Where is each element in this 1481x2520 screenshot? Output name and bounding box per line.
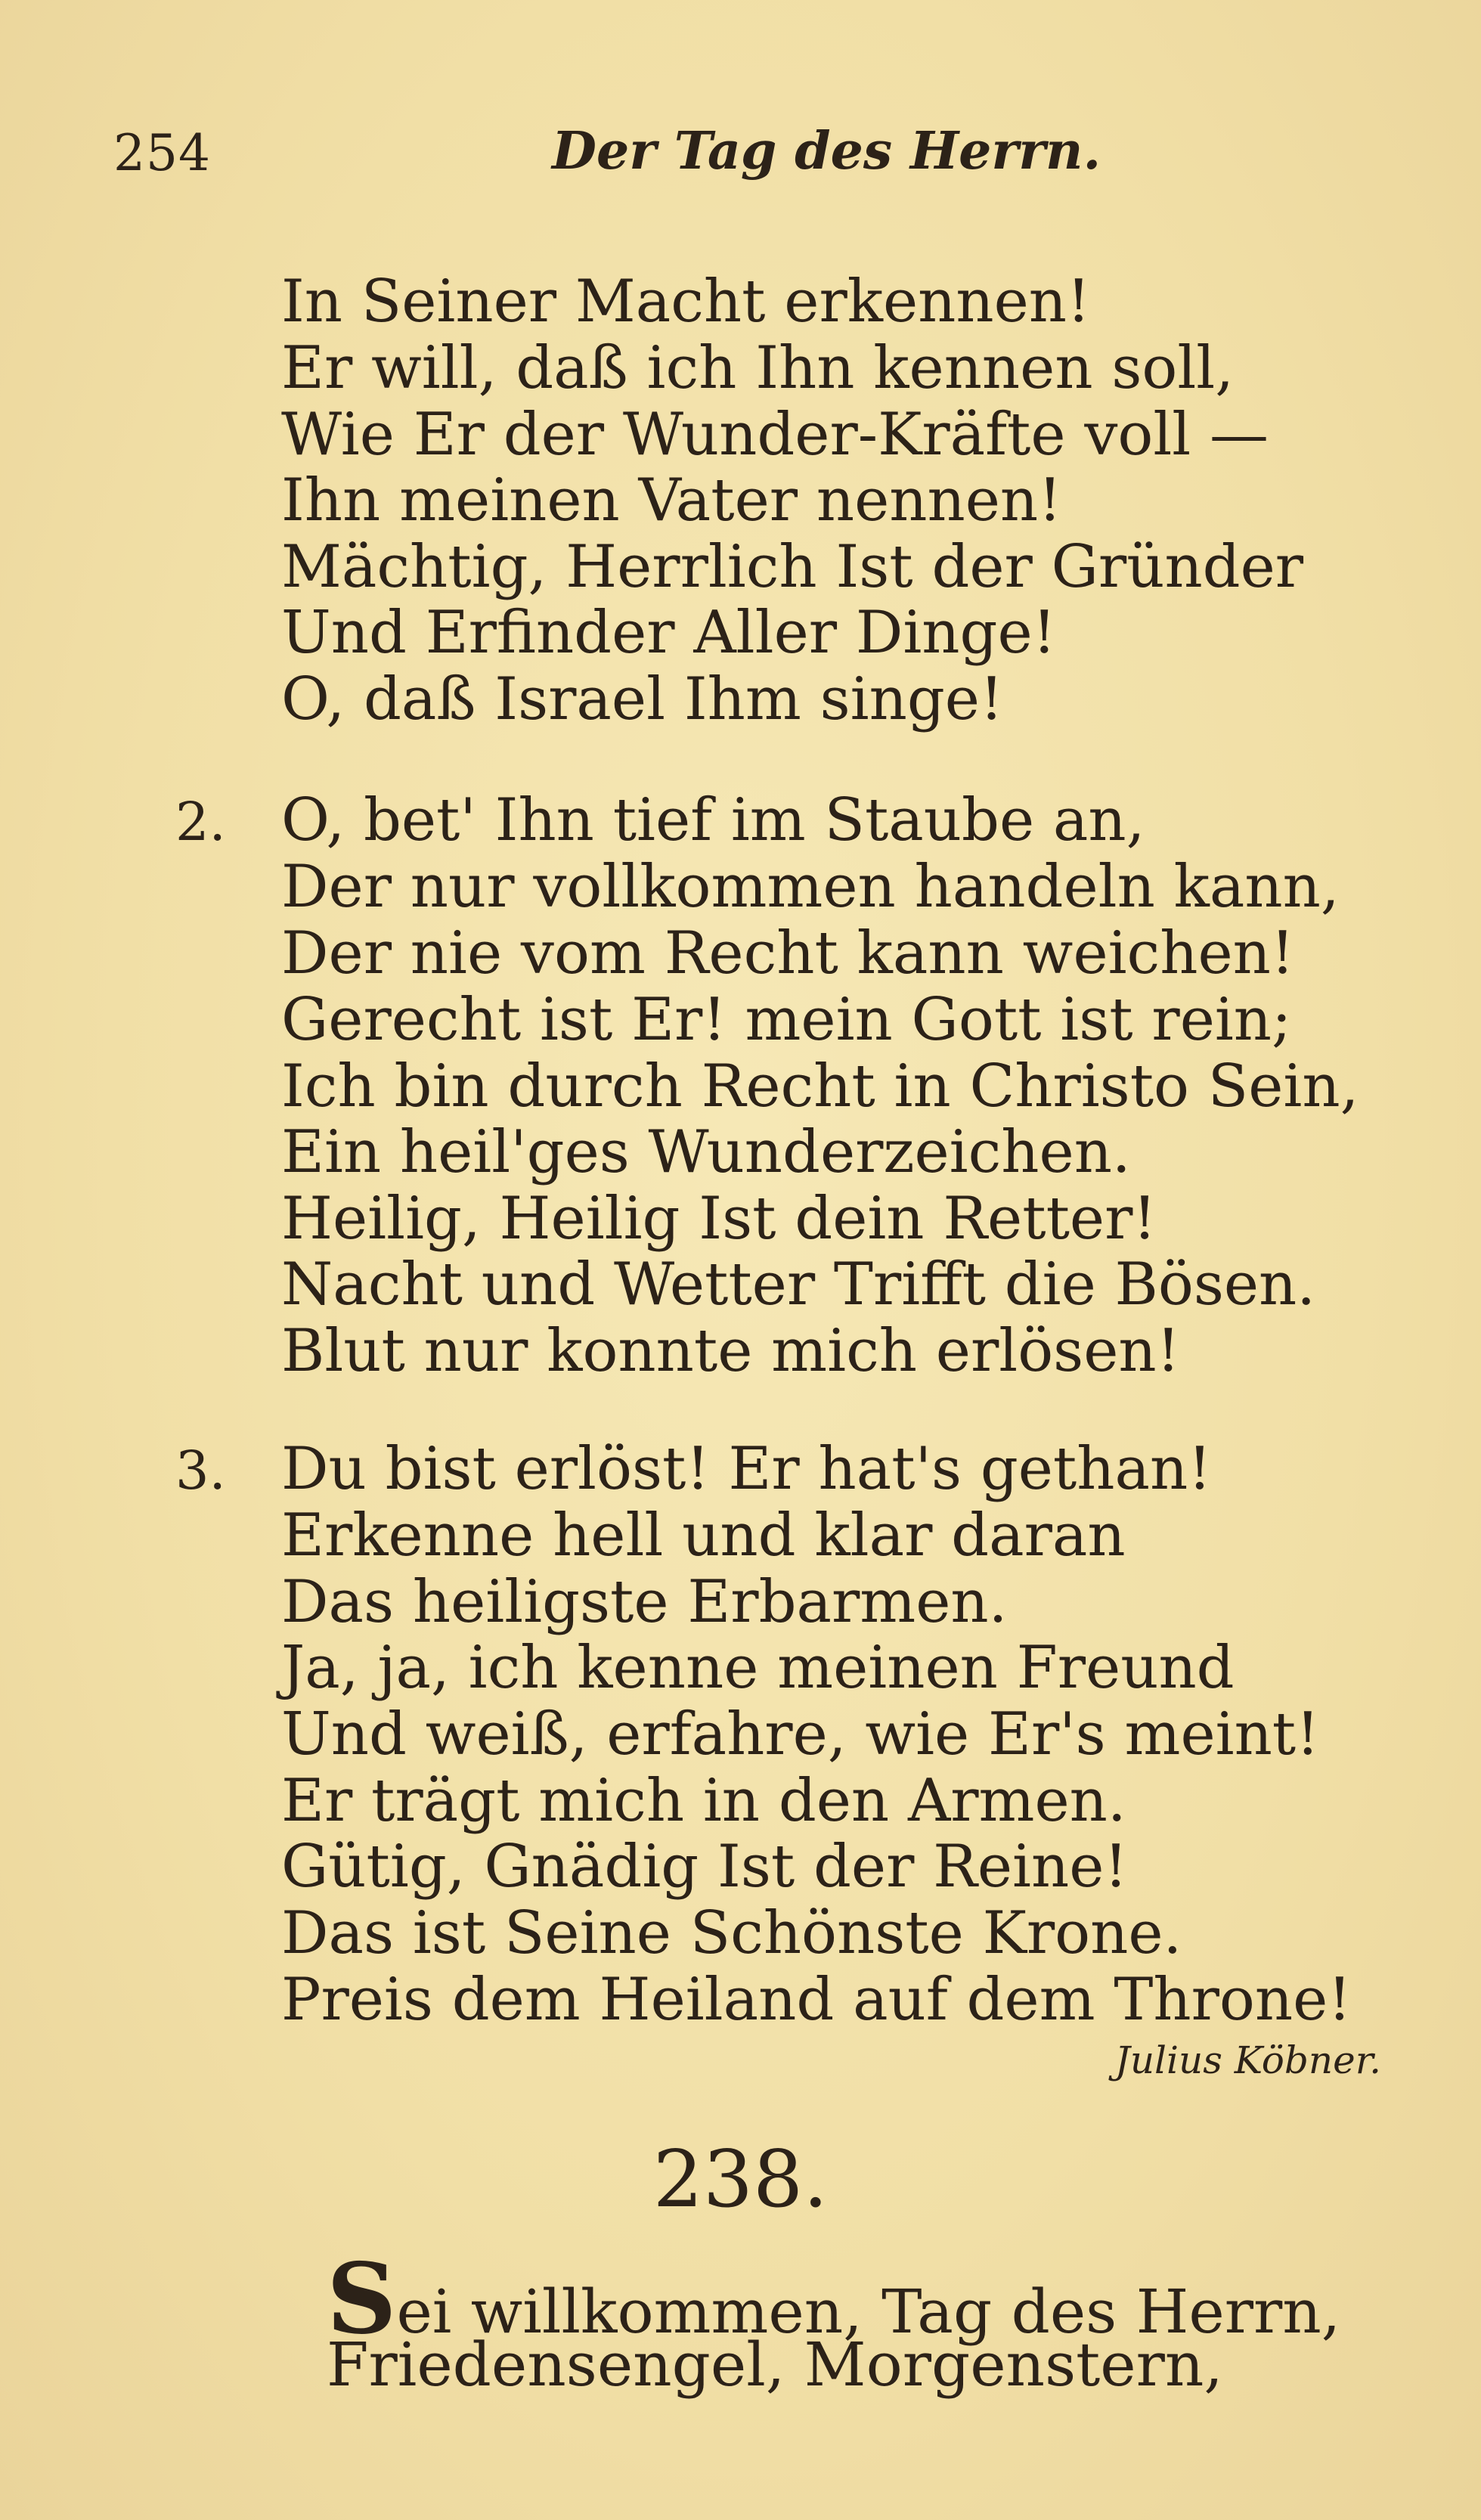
- stanza-2-number: 2.: [175, 791, 226, 853]
- running-head: Der Tag des Herrn.: [552, 121, 1101, 181]
- page-number: 254: [113, 124, 211, 182]
- stanza-3-line-7: Gütig, Gnädig Ist der Reine!: [281, 1833, 1128, 1901]
- stanza-3-line-8: Das ist Seine Schönste Krone.: [281, 1899, 1182, 1967]
- stanza-1-line-3: Wie Er der Wunder-Kräfte voll —: [281, 401, 1269, 469]
- stanza-2-line-7: Heilig, Heilig Ist dein Retter!: [281, 1185, 1157, 1253]
- stanza-3-line-4: Ja, ja, ich kenne meinen Freund: [281, 1634, 1235, 1702]
- stanza-2-line-3: Der nie vom Recht kann weichen!: [281, 919, 1295, 987]
- stanza-1-line-5: Mächtig, Herrlich Ist der Gründer: [281, 533, 1304, 601]
- hymn-238-line-1-text: ei willkommen, Tag des Herrn,: [396, 2277, 1341, 2347]
- stanza-3-line-6: Er trägt mich in den Armen.: [281, 1767, 1126, 1835]
- hymn-238-line-2: Friedensengel, Morgenstern,: [327, 2329, 1223, 2400]
- stanza-2-line-8: Nacht und Wetter Trifft die Bösen.: [281, 1251, 1316, 1319]
- drop-cap: S: [327, 2243, 397, 2356]
- stanza-1-line-7: O, daß Israel Ihm singe!: [281, 665, 1004, 733]
- stanza-3-line-5: Und weiß, erfahre, wie Er's meint!: [281, 1700, 1320, 1768]
- stanza-3-line-2: Erkenne hell und klar daran: [281, 1502, 1126, 1570]
- stanza-3-number: 3.: [175, 1440, 226, 1502]
- stanza-2-line-5: Ich bin durch Recht in Christo Sein,: [281, 1052, 1359, 1121]
- stanza-2-line-4: Gerecht ist Er! mein Gott ist rein;: [281, 986, 1292, 1054]
- stanza-3-line-1: Du bist erlöst! Er hat's gethan!: [281, 1435, 1212, 1503]
- stanza-1-line-4: Ihn meinen Vater nennen!: [281, 466, 1062, 535]
- stanza-1-line-2: Er will, daß ich Ihn kennen soll,: [281, 334, 1235, 402]
- stanza-1-line-1: In Seiner Macht erkennen!: [281, 268, 1091, 336]
- hymn-number: 238.: [652, 2133, 829, 2225]
- author-attribution: Julius Köbner.: [1114, 2038, 1381, 2082]
- stanza-3-line-9: Preis dem Heiland auf dem Throne!: [281, 1966, 1352, 2034]
- stanza-2-line-9: Blut nur konnte mich erlösen!: [281, 1317, 1180, 1385]
- stanza-2-line-6: Ein heil'ges Wunderzeichen.: [281, 1118, 1131, 1186]
- stanza-2-line-2: Der nur vollkommen handeln kann,: [281, 853, 1340, 921]
- stanza-2-line-1: O, bet' Ihn tief im Staube an,: [281, 786, 1145, 854]
- stanza-1-line-6: Und Erfinder Aller Dinge!: [281, 599, 1056, 667]
- stanza-3-line-3: Das heiligste Erbarmen.: [281, 1568, 1008, 1636]
